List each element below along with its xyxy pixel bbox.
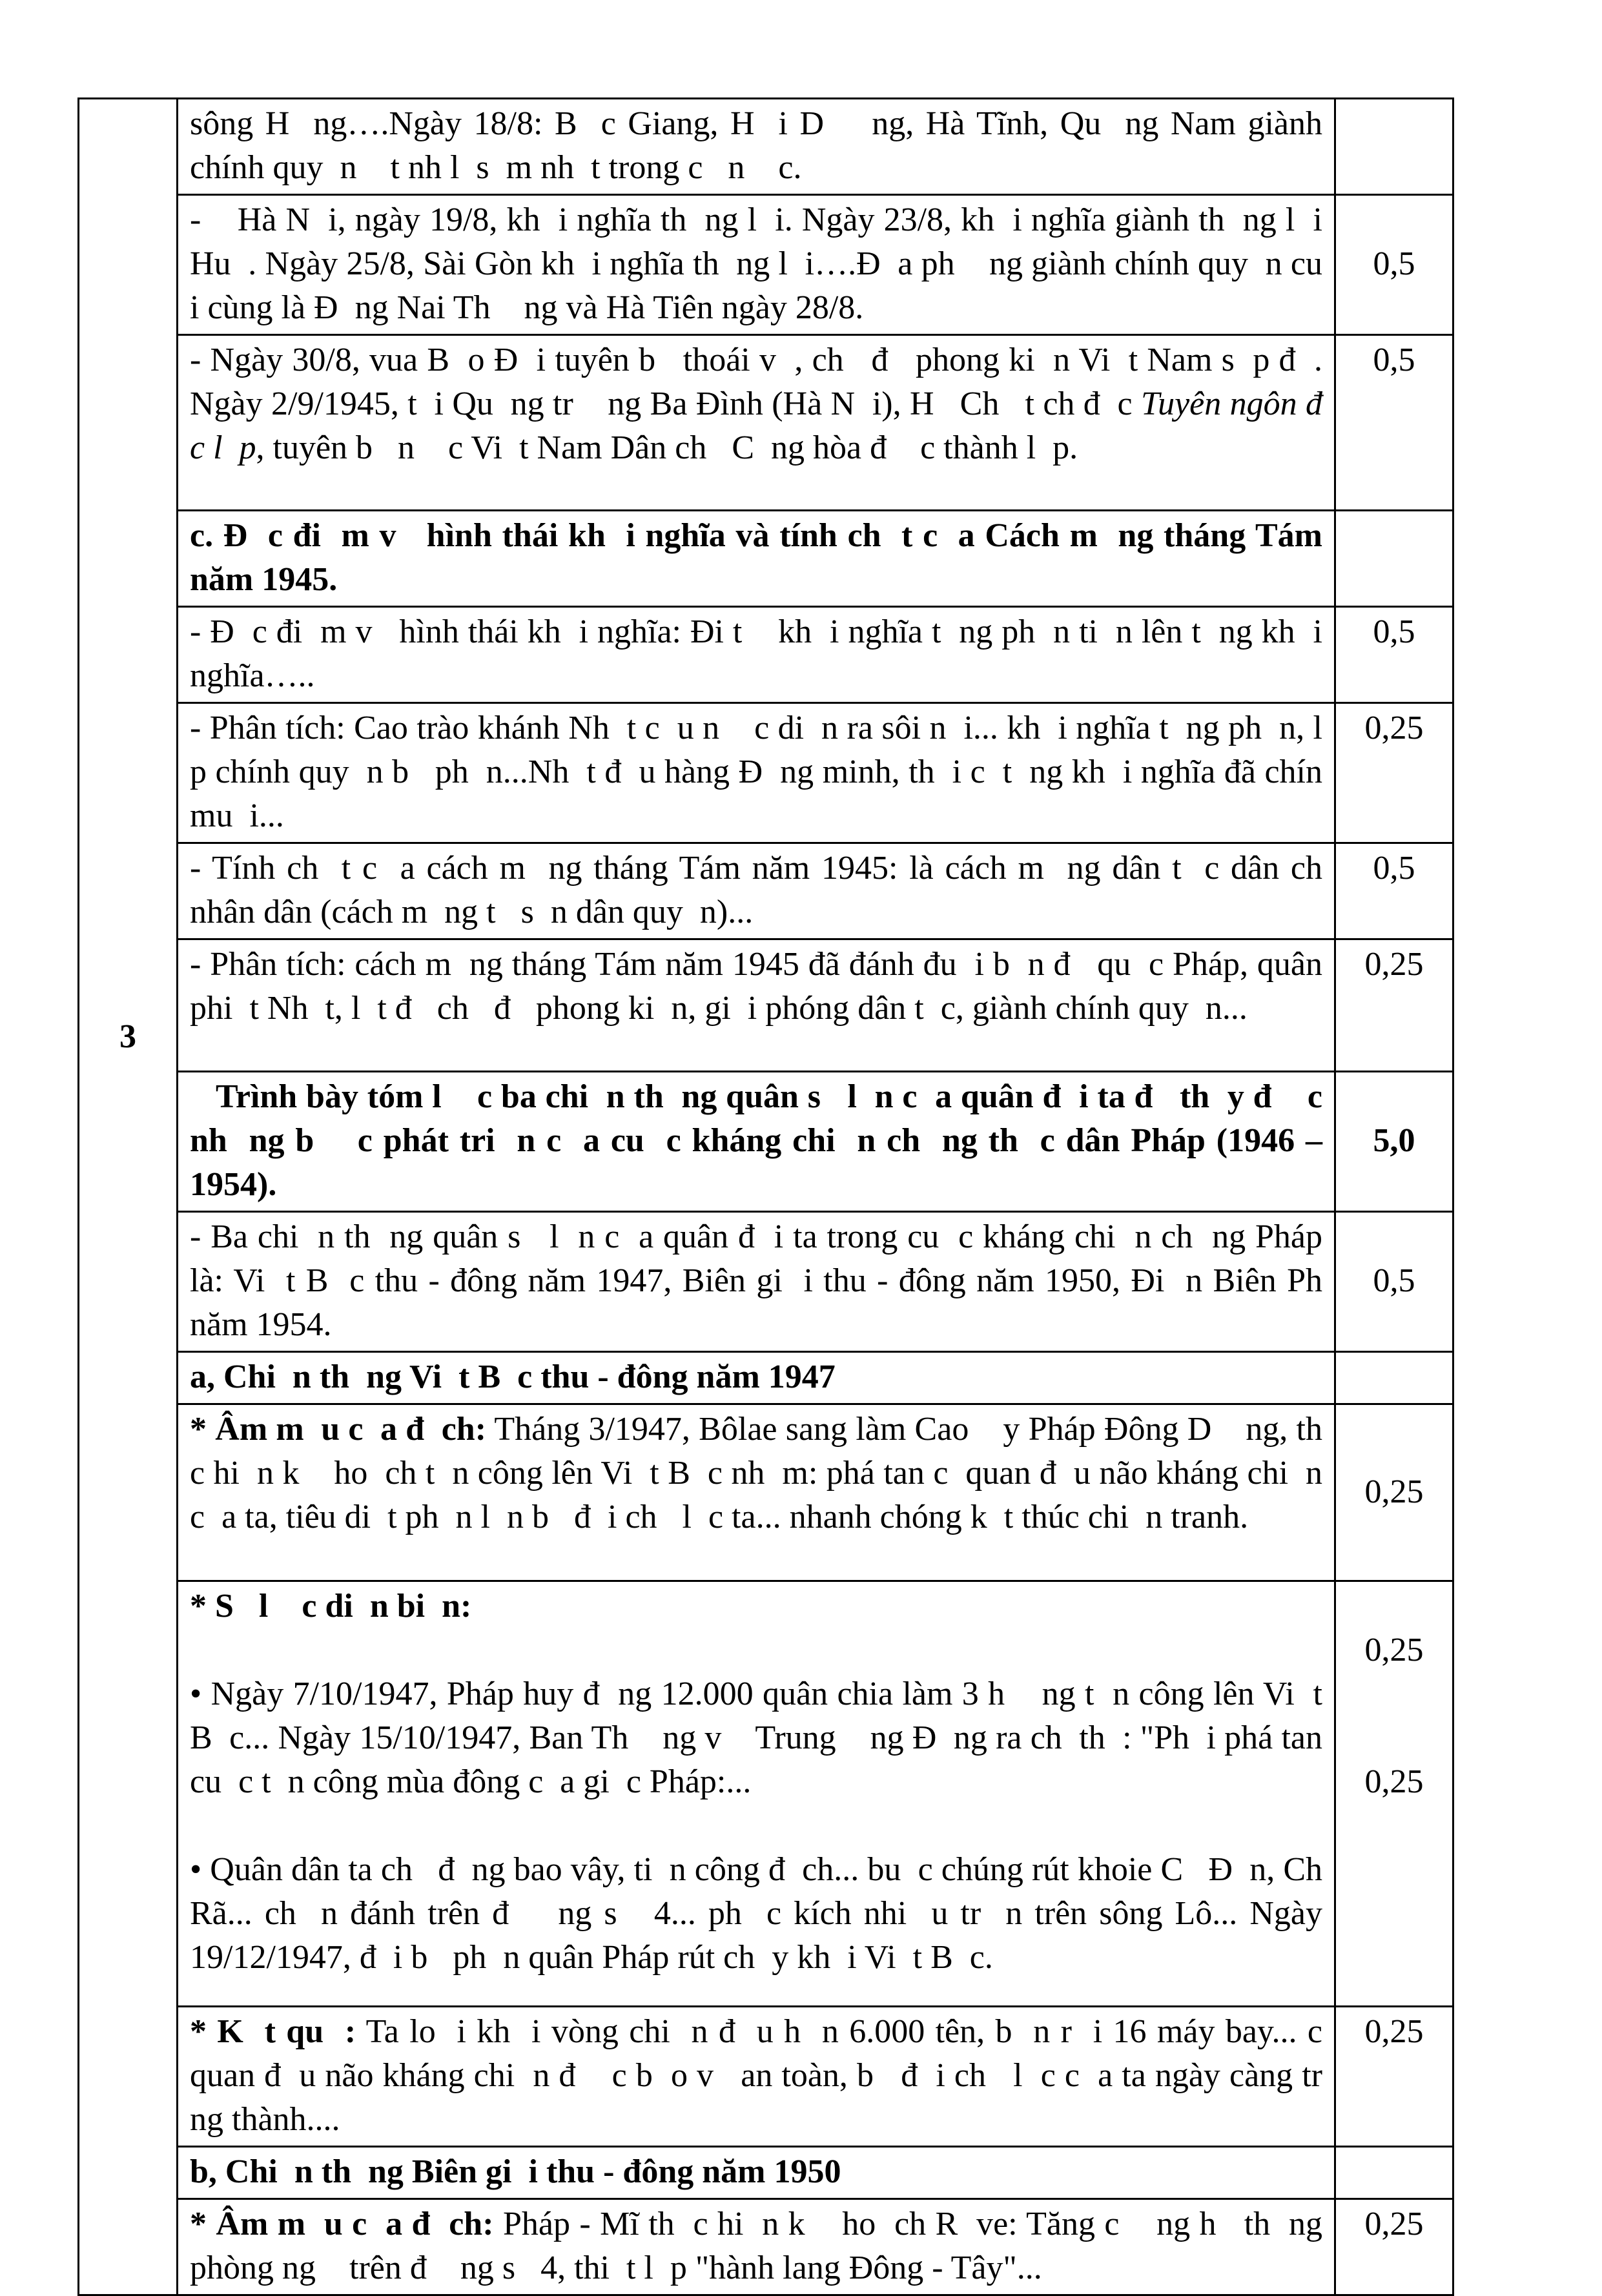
heading-text [190, 1075, 1331, 1207]
answer-content [178, 843, 1348, 939]
answer-content [178, 1404, 1340, 1581]
table-row [79, 1072, 1453, 1212]
blank-line [190, 1804, 1322, 1848]
text-segment: - Phân tích: cách m ng tháng Tám năm 1945 đã đánh đu i b n đ qu c Pháp, quân phi t Nh t, l t đ ch đ phong ki n, gi i phóng dân t c, giành chính quy n... [190, 946, 1331, 1027]
score-cell [1335, 511, 1453, 607]
table-row [79, 335, 1453, 511]
text-segment: Tháng 3/1947, Bôlae sang làm Cao y Pháp Đông D ng, th c hi n k ho ch t n công lên Vi t B c nh m: phá tan c quan đ u não kháng chi n c a ta, tiêu di t ph n l n b đ i ch l c ta... nhanh chóng k t thúc chi n tranh. [190, 1411, 1340, 1535]
answer-content [178, 511, 1335, 607]
table-row [79, 607, 1453, 703]
blank-line [190, 1628, 1322, 1672]
text-segment: a, Chi n th ng Vi t B c thu - đông năm 1947 [190, 1358, 836, 1395]
blank-line [1348, 1584, 1441, 1628]
table-row [79, 2199, 1453, 2295]
score-cell [1335, 1581, 1453, 2007]
answer-content [178, 1212, 1348, 1352]
score-cell: 0,25 [1335, 703, 1453, 843]
score-cell: 0,25 [1335, 1404, 1453, 1581]
text-segment: - Phân tích: Cao trào khánh Nh t c u n c di n ra sôi n i... kh i nghĩa t ng ph n, l p chính quy n b ph n...Nh t đ u hàng Đ ng minh, th i c t ng kh i nghĩa đã chín mu i... [190, 710, 1339, 834]
table-row [79, 1352, 1453, 1404]
score-cell [1335, 1352, 1453, 1404]
answer-content [178, 335, 1339, 511]
text-segment: b, Chi n th ng Biên gi i thu - đông năm 1950 [190, 2153, 841, 2190]
text-segment: c. Đ c đi m v hình thái kh i nghĩa và tính ch t c a Cách m ng tháng Tám năm 1945. [190, 517, 1331, 598]
table-row [79, 703, 1453, 843]
score-cell: 5,0 [1335, 1072, 1453, 1212]
answer-content [178, 939, 1335, 1072]
answer-content [178, 607, 1335, 703]
score-cell [1335, 2147, 1453, 2199]
text-segment: - Tính ch t c a cách m ng tháng Tám năm 1945: là cách m ng dân t c dân ch nhân dân (cách m ng t s n dân quy n)... [190, 850, 1348, 930]
table-row [79, 1212, 1453, 1352]
table-row [79, 1581, 1453, 2007]
table-row [79, 939, 1453, 1072]
score-cell: 0,25 [1335, 2007, 1453, 2147]
score-cell: 0,5 [1335, 335, 1453, 511]
score-cell: 0,5 [1335, 843, 1453, 939]
text-segment: * S l c di n bi n: [190, 1588, 472, 1625]
score-cell: 0,25 [1335, 939, 1453, 1072]
answer-content [178, 1581, 1348, 2007]
answer-content [178, 1072, 1335, 1212]
score-cell: 0,5 [1335, 607, 1453, 703]
score-value: 0,25 [1364, 1632, 1424, 1668]
paragraph [190, 1848, 1348, 1980]
text-segment: - Đ c đi m v hình thái kh i nghĩa: Đi t kh i nghĩa t ng ph n ti n lên t ng kh i nghĩa….. [190, 613, 1331, 694]
table-row [79, 2147, 1453, 2199]
table-row [79, 2007, 1453, 2147]
text-segment: sông H ng….Ngày 18/8: B c Giang, H i D ng, Hà Tĩnh, Qu ng Nam giành chính quy n t nh l s m nh t trong c n c. [190, 105, 1331, 186]
table-row [79, 99, 1453, 195]
blank-line [1348, 1716, 1441, 1760]
question-number: 3 [79, 99, 178, 2295]
answer-content [178, 2199, 1335, 2295]
score-cell: 0,5 [1335, 195, 1453, 335]
text-segment: • Quân dân ta ch đ ng bao vây, ti n công đ ch... bu c chúng rút khoie C Đ n, Ch Rã... ch n đánh trên đ ng s 4... ph c kích nhi u tr n trên sông Lô... Ngày 19/12/1947, đ i b ph n quân Pháp rút ch y kh i Vi t B c. [190, 1851, 1348, 1976]
answer-key-table [77, 97, 1454, 2296]
score-cell: 0,5 [1335, 1212, 1453, 1352]
score-cell [1335, 99, 1453, 195]
table-row [79, 1404, 1453, 1581]
text-segment: - Hà N i, ngày 19/8, kh i nghĩa th ng l i. Ngày 23/8, kh i nghĩa giành th ng l i Hu . Ngày 25/8, Sài Gòn kh i nghĩa th ng l i….Đ a ph ng giành chính quy n cu i cùng là Đ ng Nai Th ng và Hà Tiên ngày 28/8. [190, 201, 1356, 326]
text-segment: - Ngày 30/8, vua B o Đ i tuyên b thoái v , ch đ phong ki n Vi t Nam s p đ . Ngày 2/9/1945, t i Qu ng tr ng Ba Đình (Hà N i), H Ch t ch đ c [190, 342, 1331, 422]
score-value: 0,25 [1364, 1763, 1424, 1800]
blank-line [1348, 1672, 1441, 1716]
table-row [79, 195, 1453, 335]
score-cell: 0,25 [1335, 2199, 1453, 2295]
table-row [79, 511, 1453, 607]
text-segment: Tuyên ngôn đ c l p [190, 385, 1339, 466]
answer-content [178, 703, 1339, 843]
table-row [79, 843, 1453, 939]
answer-content [178, 2147, 1335, 2199]
text-segment: Pháp - Mĩ th c hi n k ho ch R ve: Tăng c ng h th ng phòng ng trên đ ng s 4, thi t l p "hành lang Đông - Tây"... [190, 2206, 1331, 2286]
text-segment: - Ba chi n th ng quân s l n c a quân đ i ta trong cu c kháng chi n ch ng Pháp là: Vi t B c thu - đông năm 1947, Biên gi i thu - đông năm 1950, Đi n Biên Ph năm 1954. [190, 1218, 1348, 1343]
answer-content [178, 195, 1356, 335]
answer-content [178, 1352, 1335, 1404]
text-segment: , tuyên b n c Vi t Nam Dân ch C ng hòa đ c thành l p. [256, 429, 1078, 466]
text-segment: * Âm m u c a đ ch: [190, 2206, 494, 2242]
text-segment: • Ngày 7/10/1947, Pháp huy đ ng 12.000 quân chia làm 3 h ng t n công lên Vi t B c... Ngày 15/10/1947, Ban Th ng v Trung ng Đ ng ra ch th : "Ph i phá tan cu c t n công mùa đông c a gi c Pháp:... [190, 1676, 1331, 1800]
paragraph [190, 1672, 1331, 1804]
text-segment: * Âm m u c a đ ch: [190, 1411, 487, 1448]
answer-content [178, 2007, 1356, 2147]
text-segment: Ta lo i kh i vòng chi n đ u h n 6.000 tên, b n r i 16 máy bay... c quan đ u não kháng chi n đ c b o v an toàn, b đ i ch l c c a ta ngày càng tr ng thành.... [190, 2013, 1356, 2138]
paragraph [190, 1584, 1322, 1628]
answer-content [178, 99, 1335, 195]
text-segment: * K t qu : [190, 2013, 356, 2050]
text-segment: Trình bày tóm l c ba chi n th ng quân s l n c a quân đ i ta đ th y đ c nh ng b c phát tri n c a cu c kháng chi n ch ng th c dân Pháp (1946 – 1954). [190, 1078, 1331, 1203]
